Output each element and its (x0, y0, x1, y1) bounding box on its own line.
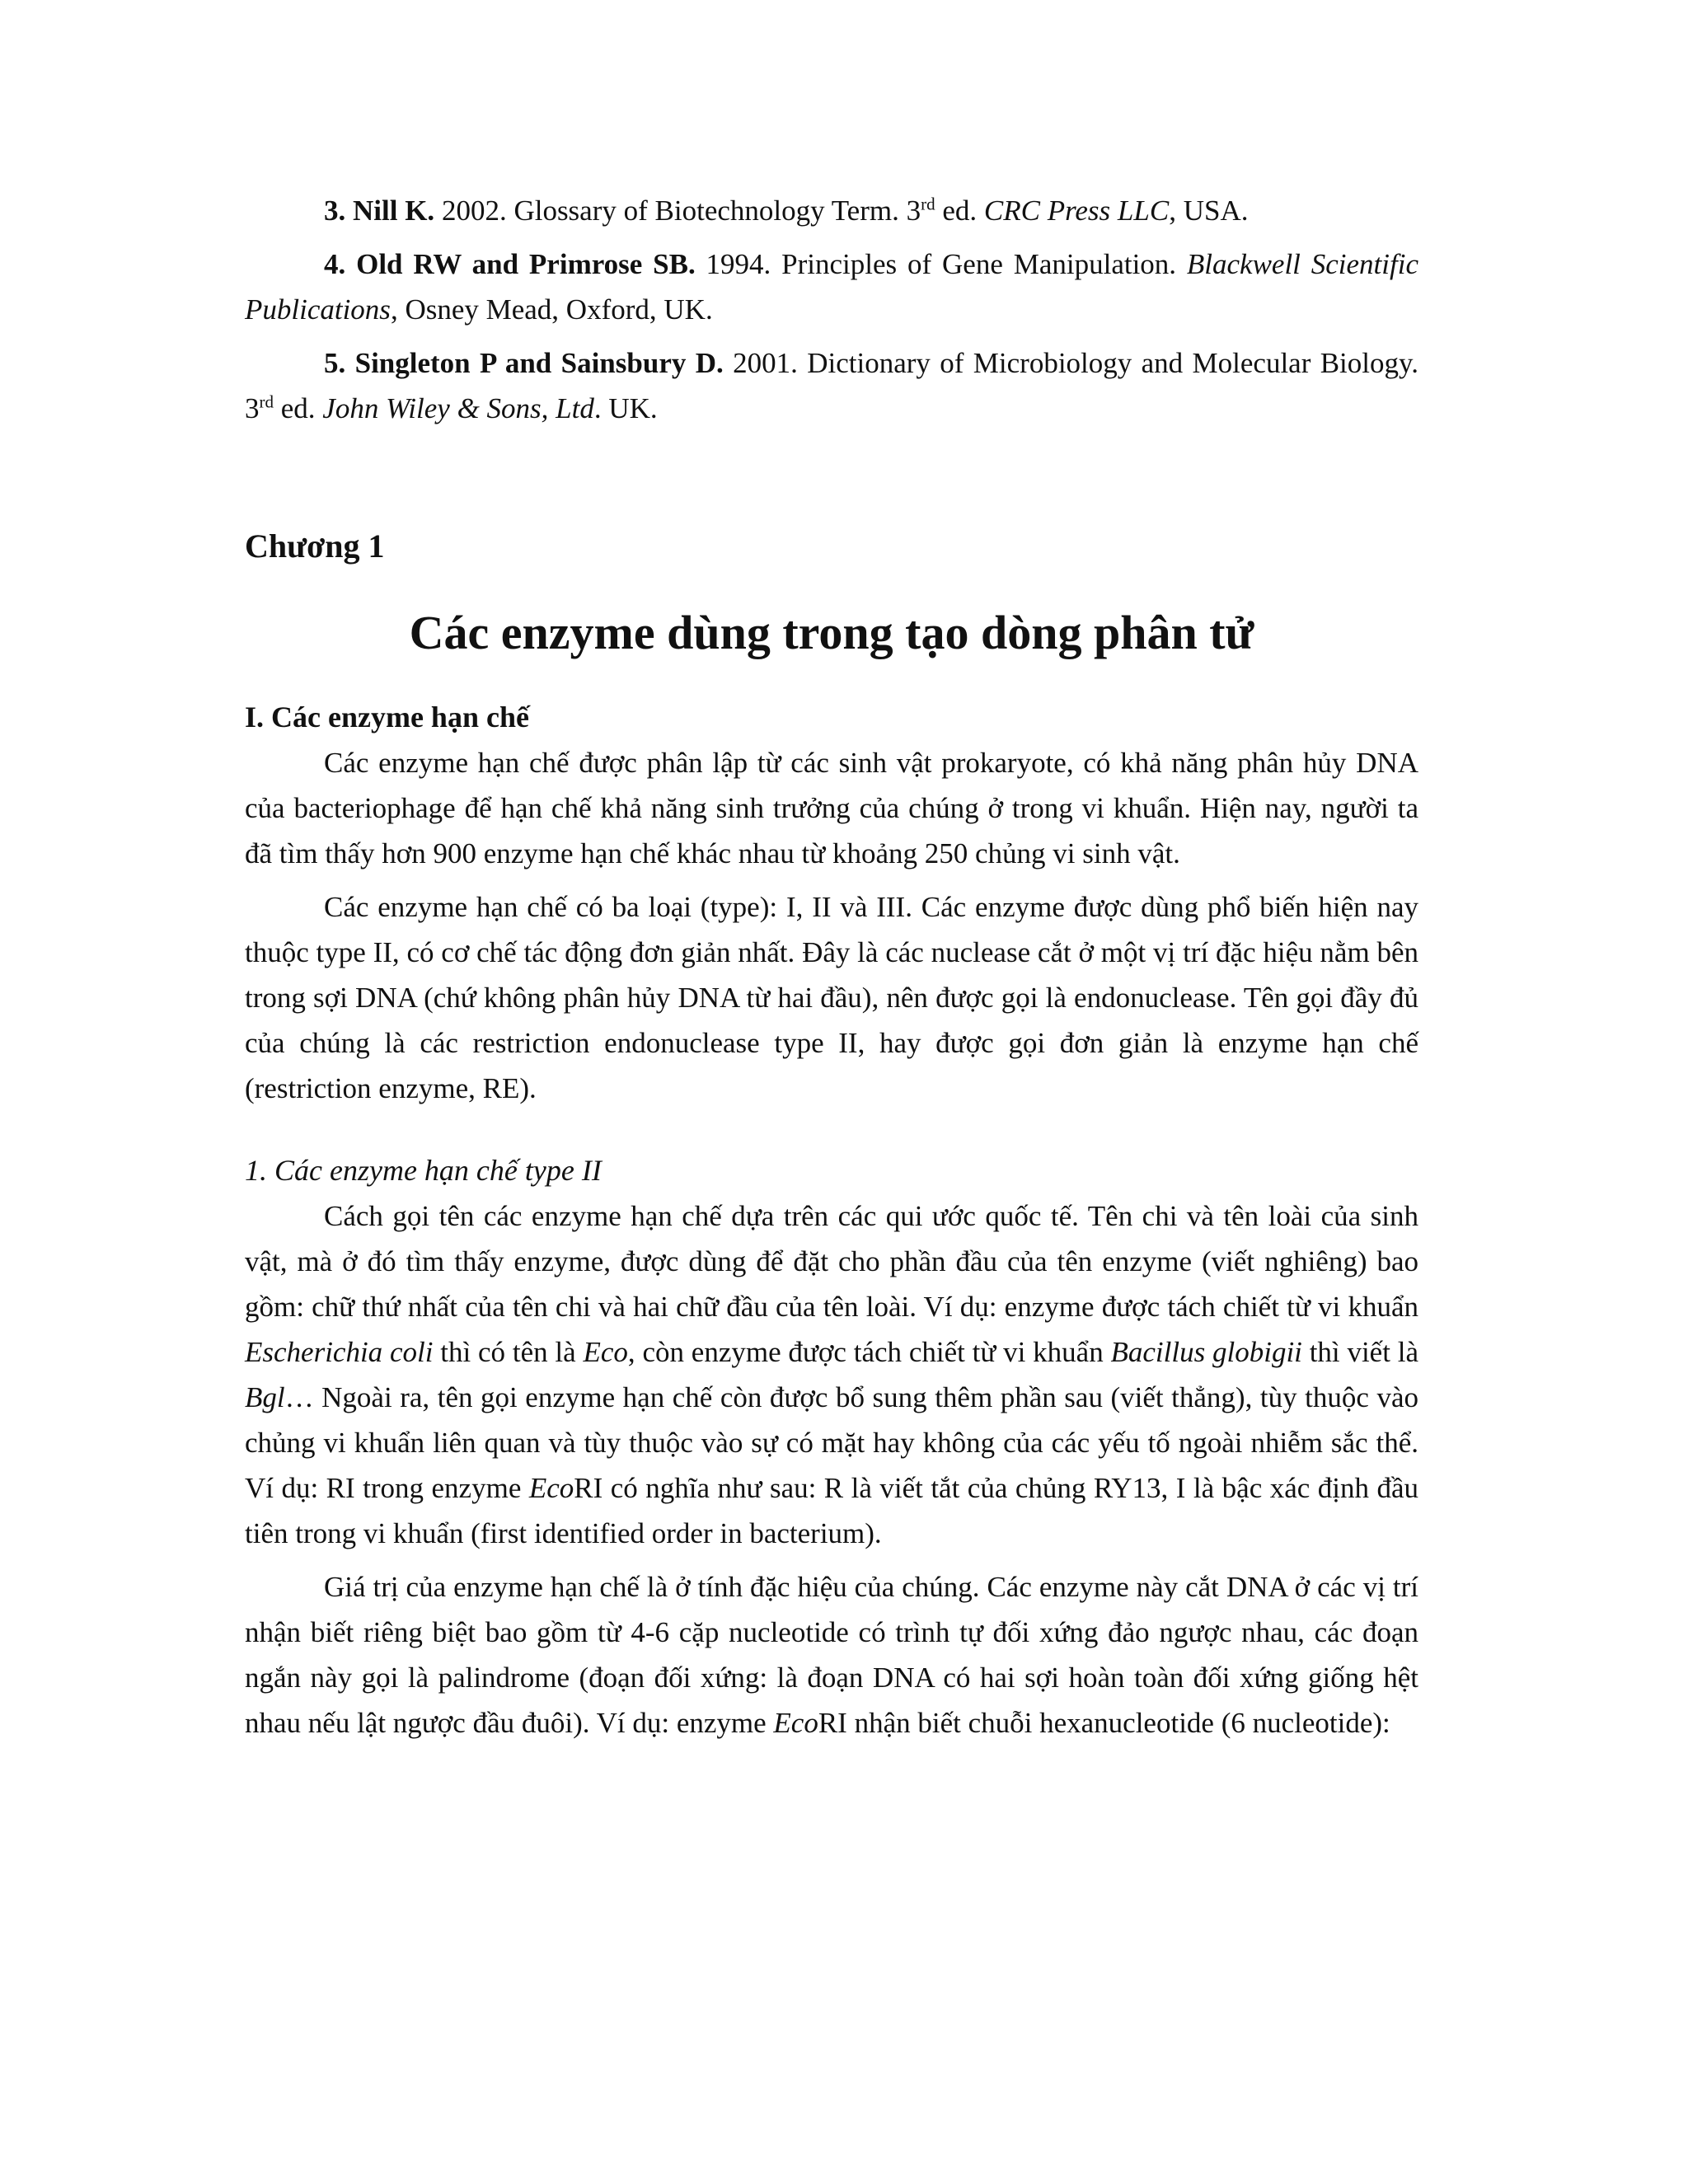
document-page (245, 188, 1418, 1754)
enzyme-prefix: Eco (528, 1472, 574, 1504)
body-paragraph: Cách gọi tên các enzyme hạn chế dựa trên các qui ước quốc tế. Tên chi và tên loài của sinh vật, mà ở đó tìm thấy enzyme, được dùng để đặt cho phần đầu của tên enzyme (viết nghiêng) bao gồm: chữ thứ nhất của tên chi và hai chữ đầu của tên loài. Ví dụ: enzyme được tách chiết từ vi khuẩn Escherichia coli thì có tên là Eco, còn enzyme được tách chiết từ vi khuẩn Bacillus globigii thì viết là Bgl… Ngoài ra, tên gọi enzyme hạn chế còn được bổ sung thêm phần sau (viết thẳng), tùy thuộc vào chủng vi khuẩn liên quan và tùy thuộc vào sự có mặt hay không của các yếu tố ngoài nhiễm sắc thể. Ví dụ: RI trong enzyme EcoRI có nghĩa như sau: R là viết tắt của chủng RY13, I là bậc xác định đầu tiên trong vi khuẩn (first identified order in bacterium). (245, 1200, 1418, 1549)
species-name: Escherichia coli (245, 1336, 434, 1368)
enzyme-prefix: Bgl (245, 1381, 285, 1413)
species-name: Bacillus globigii (1110, 1336, 1302, 1368)
reference-item: 3. Nill K. 2002. Glossary of Biotechnology Term. 3rd ed. CRC Press LLC, USA. (324, 194, 1249, 227)
subsection-heading: 1. Các enzyme hạn chế type II (245, 1154, 602, 1187)
reference-publisher: John Wiley & Sons, Ltd (322, 392, 594, 424)
reference-item: 5. Singleton P and Sainsbury D. 2001. Dictionary of Microbiology and Molecular Biology. 3rd ed. John Wiley & Sons, Ltd. UK. (245, 347, 1418, 424)
reference-list (245, 188, 1418, 431)
enzyme-prefix: Eco (583, 1336, 628, 1368)
reference-author: 3. Nill K. (324, 194, 435, 227)
reference-publisher: Blackwell Scientific Publications (245, 248, 1418, 326)
chapter-title: Các enzyme dùng trong tạo dòng phân tử (409, 606, 1254, 659)
body-paragraph: Các enzyme hạn chế có ba loại (type): I, II và III. Các enzyme được dùng phổ biến hiện nay thuộc type II, có cơ chế tác động đơn giản nhất. Đây là các nuclease cắt ở một vị trí đặc hiệu nằm bên trong sợi DNA (chứ không phân hủy DNA từ hai đầu), nên được gọi là endonuclease. Tên gọi đầy đủ của chúng là các restriction endonuclease type II, hay được gọi đơn giản là enzyme hạn chế (restriction enzyme, RE). (245, 891, 1418, 1104)
section-heading: I. Các enzyme hạn chế (245, 701, 529, 733)
chapter-label: Chương 1 (245, 527, 385, 565)
reference-author: 5. Singleton P and Sainsbury D. (324, 347, 724, 379)
reference-publisher: CRC Press LLC (983, 194, 1170, 227)
body-paragraph: Giá trị của enzyme hạn chế là ở tính đặc hiệu của chúng. Các enzyme này cắt DNA ở các vị trí nhận biết riêng biệt bao gồm từ 4-6 cặp nucleotide có trình tự đối xứng đảo ngược nhau, các đoạn ngắn này gọi là palindrome (đoạn đối xứng: là đoạn DNA có hai sợi hoàn toàn đối xứng giống hệt nhau nếu lật ngược đầu đuôi). Ví dụ: enzyme EcoRI nhận biết chuỗi hexanucleotide (6 nucleotide): (245, 1571, 1418, 1739)
reference-item: 4. Old RW and Primrose SB. 1994. Principles of Gene Manipulation. Blackwell Scientific Publications, Osney Mead, Oxford, UK. (245, 248, 1418, 326)
reference-author: 4. Old RW and Primrose SB. (324, 248, 696, 280)
body-paragraph: Các enzyme hạn chế được phân lập từ các sinh vật prokaryote, có khả năng phân hủy DNA của bacteriophage để hạn chế khả năng sinh trưởng của chúng ở trong vi khuẩn. Hiện nay, người ta đã tìm thấy hơn 900 enzyme hạn chế khác nhau từ khoảng 250 chủng vi sinh vật. (245, 747, 1418, 869)
enzyme-prefix: Eco (773, 1707, 818, 1739)
